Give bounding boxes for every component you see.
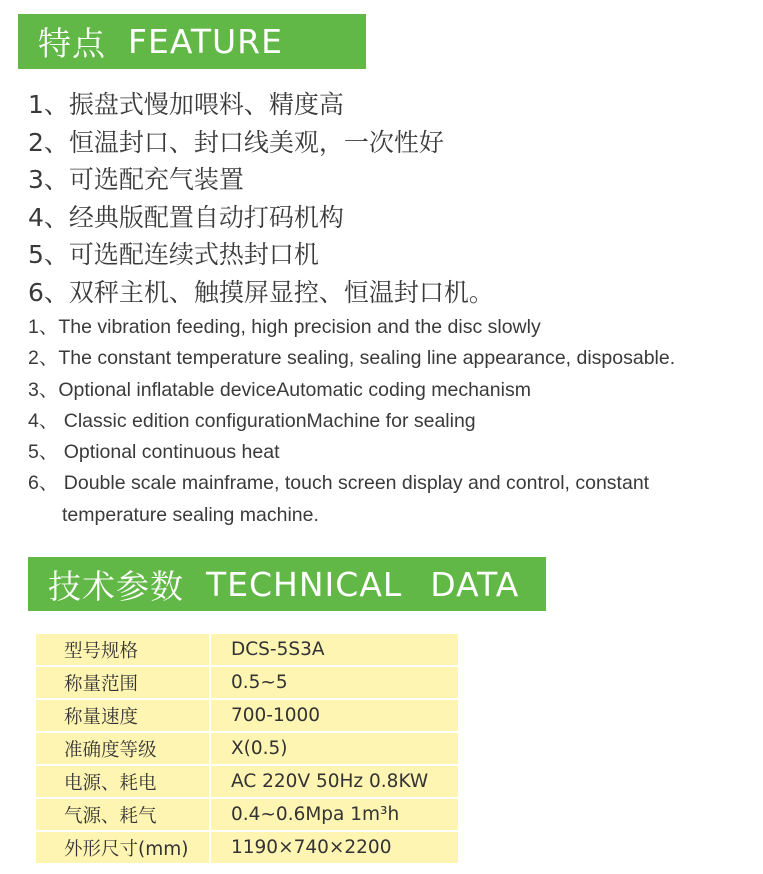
spec-value: DCS-5S3A [210, 633, 458, 666]
table-row [36, 732, 458, 765]
spec-value: 0.5~5 [210, 666, 458, 699]
feature-banner-cn: 特点 [38, 24, 106, 63]
spec-value: X(0.5) [210, 732, 458, 765]
feature-item-cn: 2、恒温封口、封口线美观，一次性好 [28, 127, 444, 157]
table-row [36, 831, 458, 863]
table-row [36, 633, 458, 666]
spec-label: 气源、耗气 [36, 798, 210, 831]
tech-banner-en-2: DATA [430, 564, 520, 604]
technical-spec-table [36, 632, 458, 863]
table-row [36, 798, 458, 831]
feature-section-banner [18, 14, 366, 69]
feature-item-cn: 1、振盘式慢加喂料、精度高 [28, 90, 344, 119]
feature-item-en-continuation: temperature sealing machine. [62, 503, 319, 526]
spec-label: 外形尺寸(mm) [36, 831, 210, 863]
feature-banner-en: FEATURE [128, 22, 283, 61]
spec-label: 电源、耗电 [36, 765, 210, 798]
feature-item-en: 1、The vibration feeding, high precision and the disc slowly [28, 316, 541, 338]
table-row [36, 699, 458, 732]
feature-item-cn: 5、可选配连续式热封口机 [28, 240, 319, 269]
tech-banner-cn: 技术参数 [48, 566, 184, 606]
feature-item-en: 2、The constant temperature sealing, sealing line appearance, disposable. [28, 347, 676, 370]
tech-banner-en-1: TECHNICAL [206, 564, 403, 604]
spec-value: AC 220V 50Hz 0.8KW [210, 765, 458, 798]
feature-item-en: 5、 Optional continuous heat [28, 441, 280, 464]
feature-item-cn: 3、可选配充气装置 [28, 165, 244, 194]
feature-item-cn: 6、双秤主机、触摸屏显控、恒温封口机。 [28, 277, 494, 307]
feature-list-chinese [28, 86, 494, 311]
feature-item-en: 6、 Double scale mainframe, touch screen display and control, constant [28, 472, 650, 495]
spec-label: 称量速度 [36, 699, 210, 732]
feature-item-en: 4、 Classic edition configurationMachine for sealing [28, 409, 476, 432]
spec-label: 型号规格 [36, 633, 210, 666]
technical-data-section-banner [28, 557, 546, 611]
feature-item-en: 3、Optional inflatable deviceAutomatic coding mechanism [28, 378, 531, 401]
spec-value: 700-1000 [210, 699, 458, 732]
feature-item-cn: 4、经典版配置自动打码机构 [28, 202, 344, 232]
spec-value: 0.4~0.6Mpa 1m³h [210, 798, 458, 831]
table-row [36, 765, 458, 798]
spec-value: 1190×740×2200 [210, 831, 458, 863]
spec-label: 准确度等级 [36, 732, 210, 765]
spec-label: 称量范围 [36, 666, 210, 699]
feature-list-english [28, 312, 758, 531]
table-row [36, 666, 458, 699]
